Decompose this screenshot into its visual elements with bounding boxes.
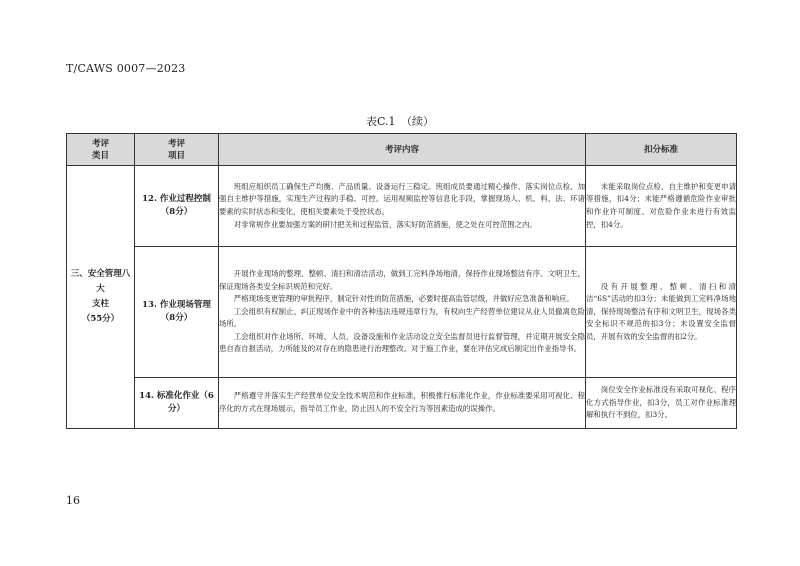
- header-category: [67, 134, 135, 166]
- deduction-text: 未能采取岗位点检、自主维护和变更申请等措施，扣4分；未能严格遵循危险作业审批和作业许可制度、对危险作业未进行有效监控，扣4分。: [586, 181, 736, 229]
- header-content: [219, 134, 586, 166]
- item-label: 13. 作业现场管理 （8分）: [142, 300, 211, 323]
- header-content-label: 考评内容: [384, 144, 419, 155]
- page-number: 16: [66, 494, 80, 507]
- table-title: 表C.1 （续）: [365, 115, 435, 128]
- evaluation-table: [66, 133, 737, 429]
- deduction-cell: [586, 378, 737, 429]
- standard-code: T/CAWS 0007—2023: [66, 62, 186, 75]
- table-row: [67, 378, 737, 429]
- content-paragraph: 班组应组织员工确保生产均衡、产品质量、设备运行三稳定。班组成员要通过精心操作、落实岗位点检、加强自主维护等措施，实现生产过程的手稳、可控。运用视频监控等信息化手段，掌握现场人、机、料、法、环诸要素的实时状态和变化，使相关要素处于受控状态。: [219, 181, 585, 216]
- content-paragraph: 严格遵守并落实生产经营单位安全技术规范和作业标准，积极推行标准化作业，作业标准要采用可视化、程序化的方式在现场展示，指导员工作业，防止因人的不安全行为等因素造成的误操作。: [219, 391, 585, 413]
- content-cell: [219, 378, 586, 429]
- item-cell: [135, 378, 219, 429]
- content-paragraph: 严格现场变更管理的审批程序，制定针对性的防范措施，必要时提高监管层级，并做好应急准备和响应。: [233, 294, 574, 304]
- table-row: [67, 166, 737, 247]
- content-paragraph: 开展作业现场的整理、整顿、清扫和清洁活动，做到工完料净场地清，保持作业现场整洁有序、文明卫生，保证现场各类安全标识规范和完好。: [219, 268, 585, 291]
- content-cell: [219, 247, 586, 378]
- content-paragraph: 工会组织对作业场所、环境、人员、设备设施和作业活动设立安全监督员进行监督管理，并定期开展安全隐患自查自报活动，力所能及的对存在的隐患进行治理整改。对于施工作业，要在评估完成后制定出作业指导书。: [219, 331, 585, 354]
- item-cell: [135, 247, 219, 378]
- item-label: 14. 标准化作业（6 分）: [139, 391, 214, 414]
- category-label: 三、安全管理八大 支柱 （55分）: [70, 269, 131, 324]
- table-header-row: [67, 134, 737, 166]
- content-paragraph: 对非常规作业要加强方案的研讨把关和过程监管，落实好防范措施，使之处在可控范围之内。: [233, 219, 537, 229]
- header-item-label: 考评 项目: [167, 138, 185, 161]
- table-row: [67, 247, 737, 378]
- content-cell: [219, 166, 586, 247]
- category-cell: [67, 166, 135, 429]
- header-deduction: [586, 134, 737, 166]
- content-paragraph: 工会组织有权制止、纠正现场作业中的各种违法违规违章行为，有权向生产经营单位建议从业人员撤离危险场所。: [219, 306, 585, 329]
- deduction-text: 岗位安全作业标准没有采取可视化、程序化方式指导作业，扣3分，员工对作业标准理解和执行不到位，扣3分。: [586, 385, 736, 420]
- deduction-text: 没有开展整理、整顿、清扫和清洁“6S”活动的扣3分；未能做到工完料净场地清，保持现场整洁有序和文明卫生，现场各类安全标识不规范的扣3分；未设置安全监督员，开展有效的安全监督的扣2分。: [586, 281, 736, 341]
- item-label: 12. 作业过程控制 （8分）: [142, 194, 211, 217]
- deduction-cell: [586, 166, 737, 247]
- deduction-cell: [586, 247, 737, 378]
- header-deduction-label: 扣分标准: [643, 144, 678, 155]
- item-cell: [135, 166, 219, 247]
- header-category-label: 考评 类目: [91, 138, 109, 161]
- header-item: [135, 134, 219, 166]
